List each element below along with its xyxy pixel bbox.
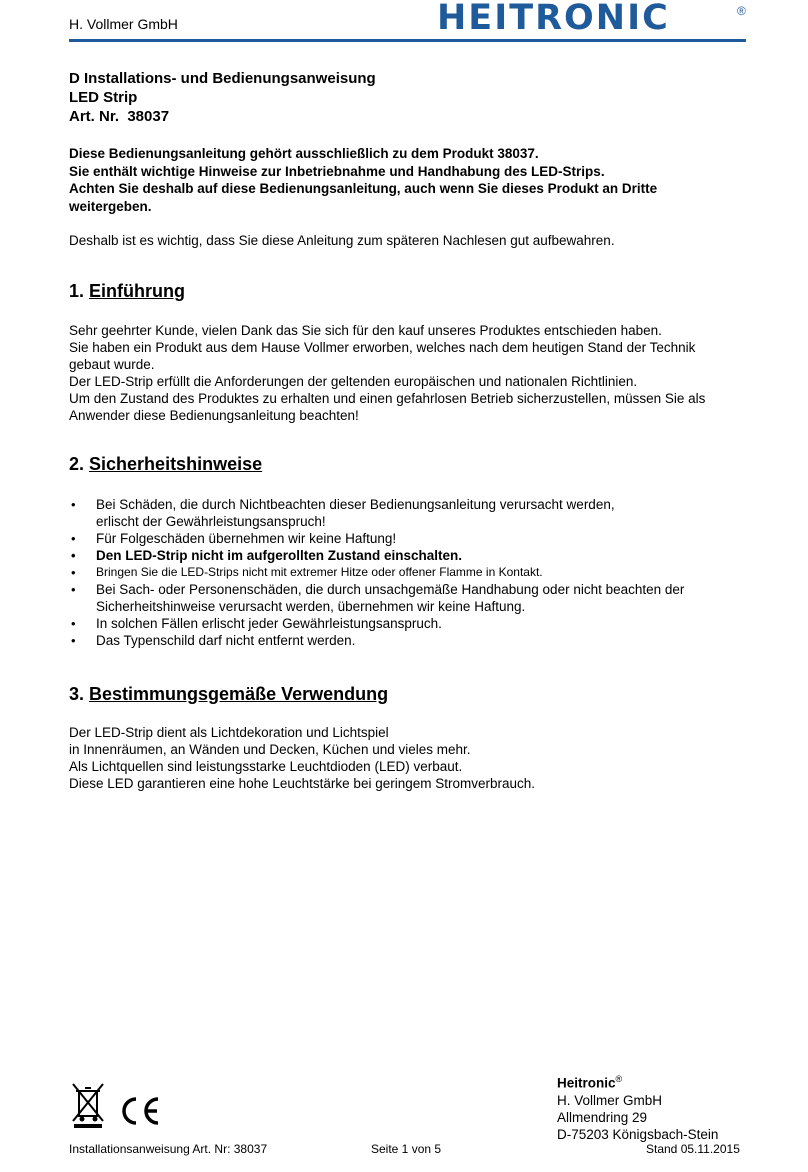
title-line-2: LED Strip: [69, 89, 138, 106]
weee-bin-icon: [69, 1081, 109, 1129]
title-line-1: D Installations- und Bedienungsanweisung: [69, 70, 376, 87]
title-line-3: Art. Nr. 38037: [69, 108, 170, 125]
section-3-title: Bestimmungsgemäße Verwendung: [89, 684, 389, 704]
paragraph-line: Sehr geehrter Kunde, vielen Dank das Sie sich für den kauf unseres Produktes entschieden haben.: [69, 323, 662, 338]
footer-date: Stand 05.11.2015: [646, 1142, 740, 1156]
section-3-heading: [69, 684, 388, 705]
footer-page-number: Seite 1 von 5: [371, 1142, 442, 1156]
list-item: • Das Typenschild darf nicht entfernt werden.: [69, 632, 759, 649]
section-1-heading: [69, 281, 185, 302]
section-1-number: 1.: [69, 281, 85, 301]
safety-list: [69, 496, 759, 649]
intro-block: [69, 145, 759, 215]
section-1-title: Einführung: [89, 281, 186, 301]
address-city: D-75203 Königsbach-Stein: [557, 1126, 719, 1142]
intro-line: Diese Bedienungsanleitung gehört ausschließlich zu dem Produkt 38037.: [69, 146, 539, 161]
footer-article: Installationsanweisung Art. Nr: 38037: [69, 1142, 268, 1156]
brand-registered-mark: ®: [737, 4, 746, 18]
list-item: • Bringen Sie die LED-Strips nicht mit extremer Hitze oder offener Flamme in Kontakt.: [69, 564, 759, 581]
intro-line: Sie enthält wichtige Hinweise zur Inbetriebnahme und Handhabung des LED-Strips.: [69, 163, 605, 179]
paragraph-line: Sie haben ein Produkt aus dem Hause Vollmer erworben, welches nach dem heutigen Stand der Technik gebaut wurde.: [69, 340, 696, 372]
document-title: [69, 69, 376, 126]
ce-mark-icon: [118, 1095, 162, 1127]
keep-notice: Deshalb ist es wichtig, dass Sie diese Anleitung zum späteren Nachlesen gut aufbewahren.: [69, 233, 615, 248]
section-3-number: 3.: [69, 684, 85, 704]
header-company: H. Vollmer GmbH: [69, 16, 178, 32]
list-item: • Bei Sach- oder Personenschäden, die durch unsachgemäße Handhabung oder nicht beachten der Sicherheitshinweise verursacht werden, übernehmen wir keine Haftung.: [69, 581, 706, 615]
list-item: • Für Folgeschäden übernehmen wir keine Haftung!: [69, 530, 759, 547]
paragraph-line: Der LED-Strip dient als Lichtdekoration und Lichtspiel: [69, 725, 389, 740]
header-divider: [69, 39, 746, 42]
list-item: • Den LED-Strip nicht im aufgerollten Zustand einschalten.: [69, 547, 759, 564]
paragraph-line: in Innenräumen, an Wänden und Decken, Küchen und vieles mehr.: [69, 742, 471, 757]
section-1-body: [69, 322, 759, 424]
paragraph-line: Um den Zustand des Produktes zu erhalten und einen gefahrlosen Betrieb sicherzustellen, müssen Sie als Anwender diese Bedienungsanleitung beachten!: [69, 391, 706, 423]
section-2-title: Sicherheitshinweise: [89, 454, 263, 474]
section-2-number: 2.: [69, 454, 85, 474]
list-item: • Bei Schäden, die durch Nichtbeachten dieser Bedienungsanleitung verursacht werden, erlischt der Gewährleistungsanspruch!: [69, 496, 656, 530]
paragraph-line: Als Lichtquellen sind leistungsstarke Leuchtdioden (LED) verbaut.: [69, 759, 463, 774]
intro-line: Achten Sie deshalb auf diese Bedienungsanleitung, auch wenn Sie dieses Produkt an Dritte weitergeben.: [69, 181, 658, 214]
paragraph-line: Der LED-Strip erfüllt die Anforderungen der geltenden europäischen und nationalen Richtlinien.: [69, 374, 638, 389]
company-address: [557, 1071, 718, 1143]
section-2-heading: [69, 454, 262, 475]
brand-logo: HEITRONIC: [437, 0, 670, 38]
address-street: Allmendring 29: [557, 1109, 648, 1125]
address-brand: Heitronic®: [557, 1074, 623, 1091]
section-3-body: [69, 724, 759, 792]
paragraph-line: Diese LED garantieren eine hohe Leuchtstärke bei geringem Stromverbrauch.: [69, 776, 536, 791]
address-company: H. Vollmer GmbH: [557, 1092, 663, 1108]
list-item: • In solchen Fällen erlischt jeder Gewährleistungsanspruch.: [69, 615, 759, 632]
